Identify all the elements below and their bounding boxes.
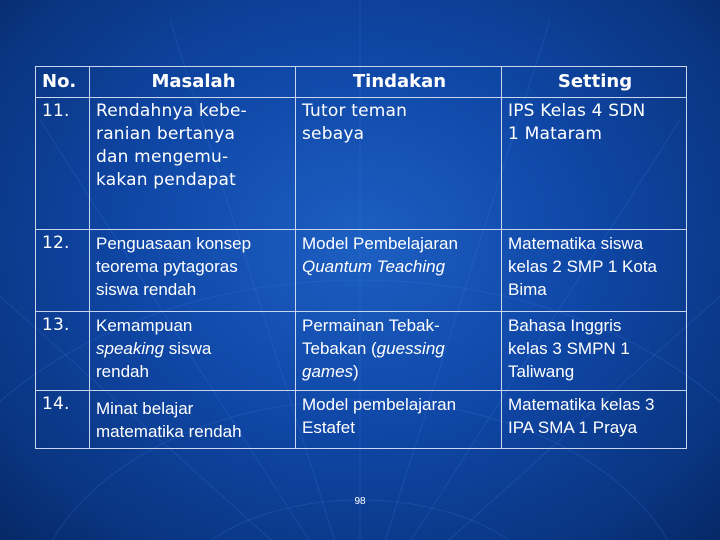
- header-masalah: Masalah: [90, 67, 296, 98]
- masalah-text: Kemampuan: [96, 316, 193, 335]
- setting-cell: [502, 312, 687, 391]
- setting-text: Bima: [508, 280, 547, 299]
- tindakan-text: Tebakan (: [302, 339, 377, 358]
- masalah-text: teorema pytagoras: [96, 257, 238, 276]
- tindakan-cell: [296, 312, 502, 391]
- tindakan-text: Permainan Tebak-: [302, 316, 440, 335]
- tindakan-text: Tutor teman: [302, 101, 408, 121]
- setting-text: Bahasa Inggris: [508, 316, 622, 335]
- tindakan-italic-text: guessing: [376, 339, 445, 358]
- setting-text: kelas 2 SMP 1 Kota: [508, 257, 657, 276]
- table-row: [36, 391, 687, 449]
- tindakan-text: Model pembelajaran: [302, 395, 457, 414]
- setting-cell: [502, 98, 687, 230]
- row-number: 14.: [36, 391, 90, 449]
- masalah-cell: [90, 230, 296, 312]
- tindakan-italic-text: games: [302, 362, 354, 381]
- masalah-text: siswa: [164, 339, 212, 358]
- tindakan-cell: [296, 391, 502, 449]
- setting-text: Matematika siswa: [508, 234, 644, 253]
- table-header-row: [36, 67, 687, 98]
- setting-cell: [502, 230, 687, 312]
- masalah-cell: [90, 98, 296, 230]
- masalah-text: dan mengemu-: [96, 147, 229, 167]
- masalah-text: Penguasaan konsep: [96, 234, 252, 253]
- masalah-cell: [90, 312, 296, 391]
- problems-table: [35, 66, 687, 449]
- setting-text: kelas 3 SMPN 1: [508, 339, 630, 358]
- tindakan-cell: [296, 98, 502, 230]
- table-row: [36, 312, 687, 391]
- masalah-text: ranian bertanya: [96, 124, 236, 144]
- tindakan-text: Model Pembelajaran: [302, 234, 458, 253]
- tindakan-italic-text: Quantum Teaching: [302, 257, 446, 276]
- masalah-text: Rendahnya kebe-: [96, 101, 248, 121]
- setting-text: 1 Mataram: [508, 124, 603, 144]
- masalah-italic-text: speaking: [96, 339, 165, 358]
- setting-text: Matematika kelas 3: [508, 395, 655, 414]
- row-number: 13.: [36, 312, 90, 391]
- masalah-text: siswa rendah: [96, 280, 197, 299]
- tindakan-text: ): [353, 362, 359, 381]
- table-row: [36, 230, 687, 312]
- masalah-text: matematika rendah: [96, 422, 242, 441]
- setting-text: IPA SMA 1 Praya: [508, 418, 638, 437]
- tindakan-text: sebaya: [302, 124, 365, 144]
- row-number: 12.: [36, 230, 90, 312]
- table-row: [36, 98, 687, 230]
- row-number: 11.: [36, 98, 90, 230]
- masalah-cell: [90, 391, 296, 449]
- setting-text: IPS Kelas 4 SDN: [508, 101, 646, 121]
- tindakan-cell: [296, 230, 502, 312]
- setting-text: Taliwang: [508, 362, 575, 381]
- masalah-text: kakan pendapat: [96, 170, 237, 190]
- page-number: 98: [354, 496, 366, 507]
- header-setting: Setting: [502, 67, 687, 98]
- header-tindakan: Tindakan: [296, 67, 502, 98]
- header-no: No.: [36, 67, 90, 98]
- setting-cell: [502, 391, 687, 449]
- tindakan-text: Estafet: [302, 418, 355, 437]
- masalah-text: rendah: [96, 362, 149, 381]
- masalah-text: Minat belajar: [96, 399, 194, 418]
